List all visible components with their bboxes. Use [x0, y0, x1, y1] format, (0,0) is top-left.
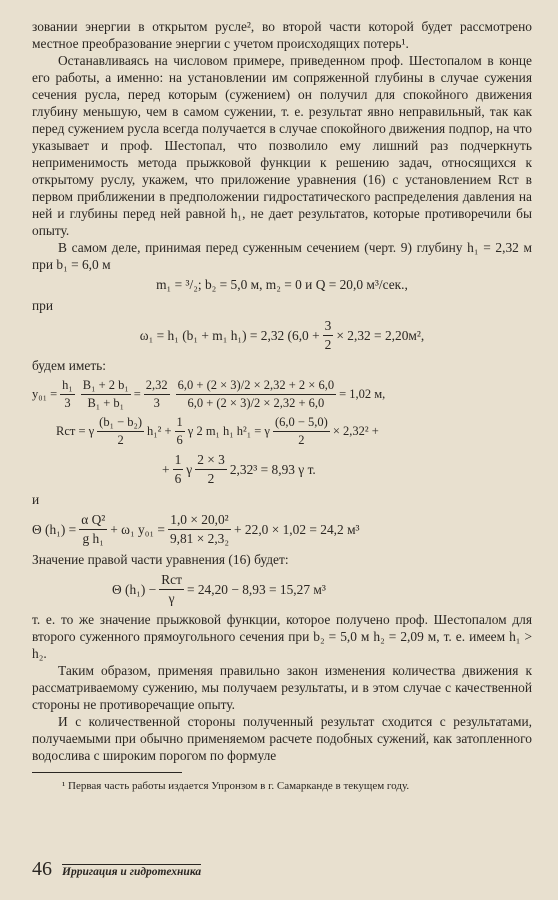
y-f1-den: 3 — [64, 396, 71, 410]
r2-f1-num: 1 — [173, 452, 184, 470]
omega-lhs: ω₁ = h₁ (b₁ + m₁ h₁) = 2,32 (6,0 + — [139, 327, 320, 343]
journal-title: Ирригация и гидротехника — [62, 866, 202, 878]
r2-f1-den: 6 — [174, 471, 182, 486]
y-frac-1 — [60, 378, 75, 411]
footnote: ¹ Первая часть работы издается Упронзом в г. Самарканде в текущем году. — [62, 780, 410, 792]
paragraph-4: т. е. то же значение прыжковой функции, которое получено проф. Шестопалом для второго суженного прямоугольного сечения при b₂ = 5,0 м h₂ = 2,09 м, т. е. имеем h₁ > h₂. — [32, 612, 532, 661]
omega-rhs: × 2,32 = 2,20м², — [336, 327, 425, 343]
r-f2-den: 6 — [176, 433, 183, 447]
y-big-frac — [176, 378, 336, 411]
rp-lhs: Θ (h₁) − — [112, 581, 157, 597]
y-big-num: 6,0 + (2 × 3)/2 × 2,32 + 2 × 6,0 — [176, 378, 336, 395]
omega-frac-num: 3 — [323, 318, 334, 336]
r2-rhs: 2,32³ = 8,93 γ т. — [229, 461, 316, 477]
y-f2-den: B₁ + b₁ — [87, 396, 125, 410]
y-rhs: = 1,02 м, — [339, 387, 386, 401]
theta-f1-num: α Q² — [79, 512, 107, 530]
label-znach: Значение правой части уравнения (16) будет: — [32, 552, 289, 567]
r-f3-den: 2 — [298, 433, 305, 447]
r-frac-3 — [273, 415, 330, 448]
rp-rhs: = 24,20 − 8,93 = 15,27 м³ — [186, 581, 326, 597]
r-f1-num: (b₁ − b₂) — [97, 415, 144, 432]
y-frac-2 — [81, 378, 131, 411]
theta-frac-1 — [79, 512, 107, 547]
y-f3-num: 2,32 — [144, 378, 170, 395]
paragraph-6: И с количественной стороны полученный результат сходится с результатами, получаемыми при обычно применяемом расчете подобных сужений, как затопленного водослива с широким порогом по формуле — [32, 714, 532, 763]
r-lhs: Rст = γ — [56, 424, 95, 438]
r2-gamma: γ — [186, 461, 193, 477]
y-lhs: y₀₁ = — [32, 387, 58, 401]
paragraph-2: Останавливаясь на числовом примере, приведенном проф. Шестопалом в конце его работы, а именно: на установлении им сопряженной глубины в случае сужения сечения русла, перед которым (сужением) он получил для спокойного движения глубину меньшую, чем в самом сужении, т. е. результат явно неправильный, так как перед сужением русла всегда получается в случае спокойного движения подпор, на что указывает и проф. Шестопал, что позволило ему лишний раз подчеркнуть неприменимость метода прыжковой функции к решению задач, относящихся к открытому руслу, укажем, что приложение уравнения (16) с установлением Rст в первом приближении в предположении гидростатического распределения давления на ней и глубины перед ней равной h₁, не дает результатов, которые противоречили бы опыту. — [32, 53, 532, 238]
r-frac-1 — [97, 415, 144, 448]
equation-right-part — [32, 572, 532, 607]
omega-frac-den: 2 — [324, 337, 332, 352]
r-mid: h₁² + — [147, 424, 172, 438]
theta-f1-den: g h₁ — [82, 531, 104, 546]
y-big-den: 6,0 + (2 × 3)/2 × 2,32 + 6,0 — [187, 396, 325, 410]
r2-f2-den: 2 — [207, 471, 215, 486]
label-pri: при — [32, 298, 54, 313]
theta-f2-num: 1,0 × 20,0² — [168, 512, 230, 530]
rp-f-den: γ — [168, 591, 175, 606]
theta-mid: + ω₁ y₀₁ = — [110, 521, 165, 537]
label-i: и — [32, 492, 40, 507]
equation-y01 — [32, 378, 532, 411]
equation-omega — [32, 318, 532, 353]
theta-f2-den: 9,81 × 2,3₂ — [169, 531, 230, 546]
omega-fraction — [323, 318, 334, 353]
y-f3-den: 3 — [153, 396, 160, 410]
rp-f-num: Rст — [159, 572, 184, 590]
y-f1-num: h₁ — [60, 378, 75, 395]
r2-f2-num: 2 × 3 — [195, 452, 227, 470]
r-f1-den: 2 — [117, 433, 124, 447]
r-rhs: × 2,32² + — [332, 424, 379, 438]
y-frac-3 — [144, 378, 170, 411]
r2-frac-1 — [173, 452, 184, 487]
theta-frac-2 — [168, 512, 231, 547]
r-f3-num: (6,0 − 5,0) — [273, 415, 330, 432]
equation-theta — [32, 512, 532, 547]
rp-frac — [159, 572, 184, 607]
r-f2-num: 1 — [175, 415, 185, 432]
page-number: 46 — [32, 858, 52, 880]
equation-rst-cont — [32, 452, 532, 487]
r2-frac-2 — [195, 452, 227, 487]
paragraph-1: зовании энергии в открытом русле², во второй части которой будет рассмотрено местное преобразование энергии с учетом происходящих потерь¹. — [32, 19, 532, 51]
theta-rhs: + 22,0 × 1,02 = 24,2 м³ — [234, 521, 360, 537]
equation-params: m₁ = ³/₂; b₂ = 5,0 м, m₂ = 0 и Q = 20,0 м³/сек., — [156, 277, 408, 292]
theta-lhs: Θ (h₁) = — [32, 521, 77, 537]
y-equals: = — [133, 387, 141, 401]
paragraph-5: Таким образом, применяя правильно закон изменения количества движения к рассматриваемому сужению, мы получаем результаты, и в этом случае с качественной стороны не противоречащие опыту. — [32, 663, 532, 712]
page-footer — [32, 858, 201, 881]
r2-plus: + — [162, 461, 170, 477]
r-mid2: γ 2 m₁ h₁ h²₁ = γ — [187, 424, 270, 438]
y-f2-num: B₁ + 2 b₁ — [81, 378, 131, 395]
equation-rst — [32, 415, 532, 448]
r-frac-2 — [175, 415, 185, 448]
paragraph-3: В самом деле, принимая перед суженным сечением (черт. 9) глубину h₁ = 2,32 м при b₁ = 6,0 м — [32, 240, 532, 272]
footnote-separator — [32, 772, 182, 773]
label-budem: будем иметь: — [32, 358, 106, 373]
